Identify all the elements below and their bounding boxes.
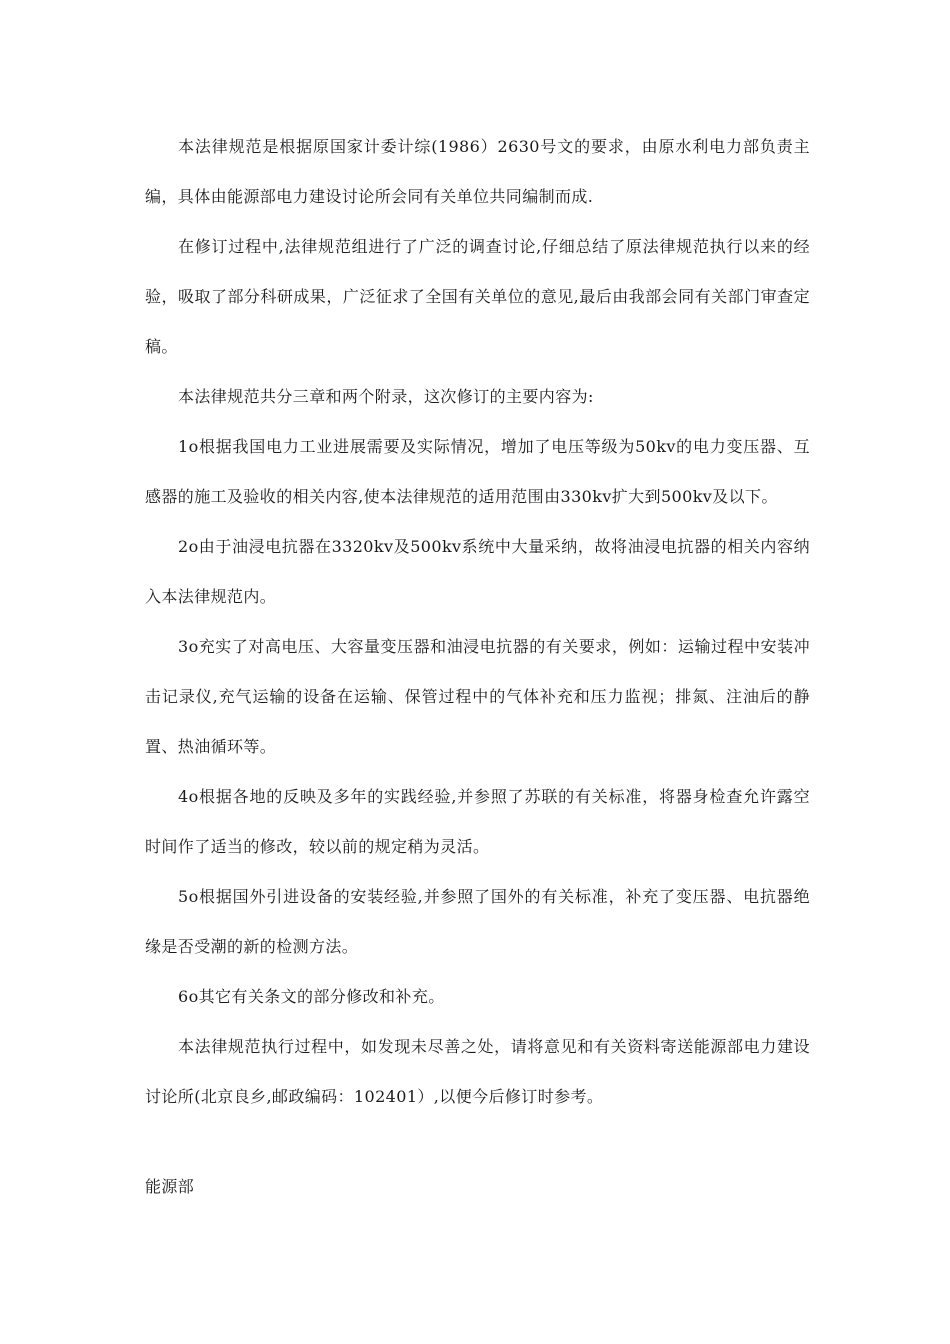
document-page — [145, 122, 810, 1212]
paragraph-item-2: 2o由于油浸电抗器在3320kv及500kv系统中大量采纳，故将油浸电抗器的相关内容纳入本法律规范内。 — [145, 537, 810, 606]
paragraph-item-4: 4o根据各地的反映及多年的实践经验,并参照了苏联的有关标准，将器身检查允许露空时间作了适当的修改，较以前的规定稍为灵活。 — [145, 787, 810, 856]
paragraph-item-5: 5o根据国外引进设备的安装经验,并参照了国外的有关标准，补充了变压器、电抗器绝缘是否受潮的新的检测方法。 — [145, 887, 810, 956]
signature: 能源部 — [145, 1177, 195, 1196]
paragraph-structure: 本法律规范共分三章和两个附录，这次修订的主要内容为: — [178, 387, 594, 406]
paragraph-revision-process: 在修订过程中,法律规范组进行了广泛的调查讨论,仔细总结了原法律规范执行以来的经验，吸取了部分科研成果，广泛征求了全国有关单位的意见,最后由我部会同有关部门审查定稿。 — [145, 237, 810, 356]
paragraph-item-1: 1o根据我国电力工业进展需要及实际情况，增加了电压等级为50kv的电力变压器、互感器的施工及验收的相关内容,使本法律规范的适用范围由330kv扩大到500kv及以下。 — [145, 437, 810, 506]
paragraph-item-3: 3o充实了对高电压、大容量变压器和油浸电抗器的有关要求，例如：运输过程中安装冲击记录仪,充气运输的设备在运输、保管过程中的气体补充和压力监视；排氮、注油后的静置、热油循环等。 — [145, 637, 810, 756]
paragraph-feedback: 本法律规范执行过程中，如发现未尽善之处，请将意见和有关资料寄送能源部电力建设讨论所(北京良乡,邮政编码：102401）,以便今后修订时参考。 — [145, 1037, 810, 1106]
paragraph-intro: 本法律规范是根据原国家计委计综(1986）2630号文的要求，由原水利电力部负责主编，具体由能源部电力建设讨论所会同有关单位共同编制而成. — [145, 137, 810, 206]
paragraph-item-6: 6o其它有关条文的部分修改和补充。 — [178, 987, 445, 1006]
